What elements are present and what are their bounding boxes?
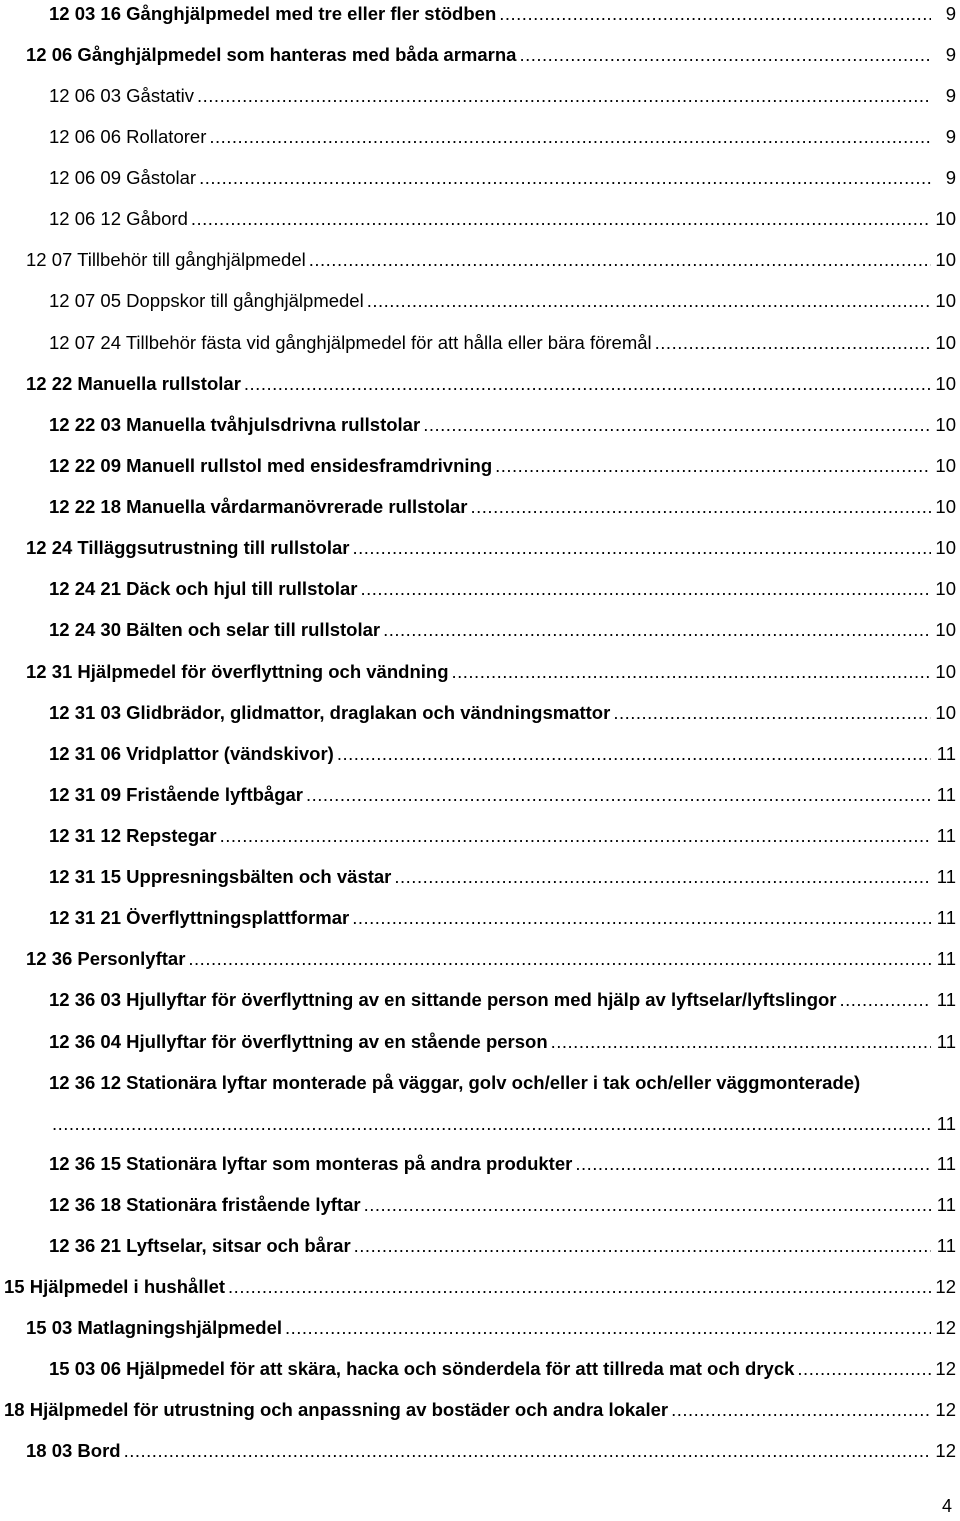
- toc-entry-title: 12 06 Gånghjälpmedel som hanteras med båda armarna: [26, 44, 517, 65]
- toc-entry[interactable]: [0, 1070, 960, 1152]
- toc-entry[interactable]: [0, 1438, 960, 1479]
- dot-leader: [367, 288, 931, 314]
- toc-entry[interactable]: [0, 330, 960, 371]
- toc-entry[interactable]: [0, 124, 960, 165]
- toc-entry[interactable]: [0, 576, 960, 617]
- toc-entry[interactable]: [0, 1315, 960, 1356]
- page-number: 4: [941, 1496, 952, 1516]
- toc-entry-page: 11: [936, 948, 956, 969]
- toc-entry-page: 12: [935, 1317, 956, 1338]
- toc-entry-page: 11: [936, 825, 956, 846]
- toc-entry[interactable]: [0, 1397, 960, 1438]
- toc-entry[interactable]: [0, 1233, 960, 1274]
- toc-entry[interactable]: [0, 1274, 960, 1315]
- dot-leader: [840, 987, 932, 1013]
- dot-leader: [199, 165, 931, 191]
- dot-leader: [364, 1192, 931, 1218]
- dot-leader: [191, 206, 931, 232]
- toc-entry-page: 11: [936, 989, 956, 1010]
- dot-leader: [228, 1274, 931, 1300]
- toc-entry-page: 10: [935, 290, 956, 311]
- dot-leader: [209, 124, 931, 150]
- toc-entry-page: 10: [935, 332, 956, 353]
- dot-leader: [220, 823, 931, 849]
- dot-leader: [452, 659, 932, 685]
- toc-entry-page: 9: [945, 167, 956, 188]
- dot-leader: [499, 1, 931, 27]
- toc-entry[interactable]: [0, 535, 960, 576]
- dot-leader: [797, 1356, 931, 1382]
- toc-entry[interactable]: [0, 453, 960, 494]
- toc-entry[interactable]: [0, 494, 960, 535]
- toc-entry-title: 12 22 03 Manuella tvåhjulsdrivna rullstolar: [49, 414, 421, 435]
- dot-leader: [197, 83, 931, 109]
- toc-entry-title: 12 36 03 Hjullyftar för överflyttning av en sittande person med hjälp av lyftselar/lyftslingor: [49, 989, 837, 1010]
- toc-entry-title: 12 07 05 Doppskor till gånghjälpmedel: [49, 290, 364, 311]
- toc-entry-page: 12: [935, 1399, 956, 1420]
- toc-entry-page: 10: [935, 537, 956, 558]
- dot-leader: [471, 494, 931, 520]
- toc-entry-page: 10: [935, 661, 956, 682]
- dot-leader: [354, 1233, 931, 1259]
- dot-leader: [671, 1397, 931, 1423]
- toc-entry-title: 12 36 12 Stationära lyftar monterade på väggar, golv och/eller i tak och/eller väggmonterade): [49, 1072, 861, 1093]
- toc-entry[interactable]: [0, 165, 960, 206]
- toc-entry[interactable]: [0, 782, 960, 823]
- toc-entry-page: 11: [936, 784, 956, 805]
- dot-leader: [613, 700, 931, 726]
- toc-entry[interactable]: [0, 1, 960, 42]
- toc-entry[interactable]: [0, 1356, 960, 1397]
- toc-entry[interactable]: [0, 617, 960, 658]
- dot-leader: [309, 247, 931, 273]
- toc-entry-title: 18 Hjälpmedel för utrustning och anpassning av bostäder och andra lokaler: [4, 1399, 669, 1420]
- toc-entry[interactable]: [0, 206, 960, 247]
- toc-entry-title: 12 31 06 Vridplattor (vändskivor): [49, 743, 334, 764]
- toc-entry-title: 12 07 24 Tillbehör fästa vid gånghjälpmedel för att hålla eller bära föremål: [49, 332, 652, 353]
- toc-entry-title: 15 Hjälpmedel i hushållet: [4, 1276, 226, 1297]
- toc-entry-page: 11: [936, 1113, 956, 1134]
- dot-leader: [575, 1151, 931, 1177]
- toc-entry-page: 9: [945, 85, 956, 106]
- toc-entry-page: 10: [935, 496, 956, 517]
- toc-entry-page: 9: [945, 3, 956, 24]
- dot-leader: [52, 1111, 931, 1137]
- toc-entry-page: 11: [936, 1235, 956, 1256]
- toc-entry-page: 12: [935, 1358, 956, 1379]
- toc-entry-page: 10: [935, 414, 956, 435]
- dot-leader: [519, 42, 931, 68]
- toc-entry-title: 12 06 06 Rollatorer: [49, 126, 207, 147]
- dot-leader: [188, 946, 931, 972]
- toc-entry[interactable]: [0, 412, 960, 453]
- toc-entry-title: 12 22 18 Manuella vårdarmanövrerade rullstolar: [49, 496, 468, 517]
- toc-entry[interactable]: [0, 288, 960, 329]
- toc-entry-title: 12 36 Personlyftar: [26, 948, 186, 969]
- toc-entry-title: 12 31 Hjälpmedel för överflyttning och vändning: [26, 661, 449, 682]
- dot-leader: [655, 330, 931, 356]
- toc-entry[interactable]: [0, 987, 960, 1028]
- toc-entry-title: 12 07 Tillbehör till gånghjälpmedel: [26, 249, 306, 270]
- toc-entry-page: 11: [936, 1153, 956, 1174]
- dot-leader: [306, 782, 931, 808]
- toc-entry-title: 12 31 09 Fristående lyftbågar: [49, 784, 303, 805]
- toc-entry-page: 11: [936, 743, 956, 764]
- toc-entry-title: 12 06 09 Gåstolar: [49, 167, 197, 188]
- dot-leader: [383, 617, 931, 643]
- toc-entry-title: 12 03 16 Gånghjälpmedel med tre eller fler stödben: [49, 3, 497, 24]
- toc-entry-page: 11: [936, 866, 956, 887]
- toc-entry-page: 11: [936, 1194, 956, 1215]
- toc-entry-page: 10: [935, 373, 956, 394]
- toc-entry-title: 12 24 Tilläggsutrustning till rullstolar: [26, 537, 350, 558]
- toc-entry-page: 10: [935, 619, 956, 640]
- toc-entry-page: 9: [945, 126, 956, 147]
- dot-leader: [244, 371, 931, 397]
- toc-entry-page: 10: [935, 249, 956, 270]
- dot-leader: [495, 453, 931, 479]
- dot-leader: [352, 535, 931, 561]
- toc-entry-title: 12 31 15 Uppresningsbälten och västar: [49, 866, 392, 887]
- toc-entry-title: 15 03 Matlagningshjälpmedel: [26, 1317, 282, 1338]
- toc-entry[interactable]: [0, 371, 960, 412]
- toc-entry[interactable]: [0, 700, 960, 741]
- toc-entry-page: 10: [935, 455, 956, 476]
- toc-entry-title: 12 06 03 Gåstativ: [49, 85, 195, 106]
- toc-entry[interactable]: [0, 905, 960, 946]
- toc-entry[interactable]: [0, 1151, 960, 1192]
- toc-entry-page: 12: [935, 1276, 956, 1297]
- toc-entry-page: 11: [936, 907, 956, 928]
- dot-leader: [551, 1029, 931, 1055]
- toc-entry[interactable]: [0, 83, 960, 124]
- toc-entry[interactable]: [0, 946, 960, 987]
- toc-entry[interactable]: [0, 1192, 960, 1233]
- toc-entry-page: 12: [935, 1440, 956, 1461]
- toc-entry[interactable]: [0, 659, 960, 700]
- toc-entry-title: 12 31 03 Glidbrädor, glidmattor, draglakan och vändningsmattor: [49, 702, 611, 723]
- dot-leader: [337, 741, 931, 767]
- dot-leader: [394, 864, 931, 890]
- toc-entry-title: 12 24 21 Däck och hjul till rullstolar: [49, 578, 358, 599]
- dot-leader: [285, 1315, 931, 1341]
- toc-entry-title: 12 24 30 Bälten och selar till rullstolar: [49, 619, 381, 640]
- toc-entry-title: 12 31 12 Repstegar: [49, 825, 217, 846]
- toc-entry[interactable]: [0, 42, 960, 83]
- toc-entry-title: 15 03 06 Hjälpmedel för att skära, hacka och sönderdela för att tillreda mat och dryck: [49, 1358, 795, 1379]
- toc-entry-title: 12 31 21 Överflyttningsplattformar: [49, 907, 350, 928]
- toc-entry-title: 12 22 Manuella rullstolar: [26, 373, 241, 394]
- toc-entry-page: 11: [936, 1031, 956, 1052]
- toc-entry-title: 12 06 12 Gåbord: [49, 208, 188, 229]
- toc-entry-page: 10: [935, 702, 956, 723]
- dot-leader: [352, 905, 931, 931]
- toc-entry-page: 10: [935, 578, 956, 599]
- dot-leader: [124, 1438, 931, 1464]
- toc-entry-title: 12 36 21 Lyftselar, sitsar och bårar: [49, 1235, 351, 1256]
- toc-entry[interactable]: [0, 741, 960, 782]
- toc-entry-page: 10: [935, 208, 956, 229]
- toc-entry-page: 9: [945, 44, 956, 65]
- toc-entry-title: 12 36 18 Stationära fristående lyftar: [49, 1194, 361, 1215]
- dot-leader: [360, 576, 931, 602]
- toc-entry-title: 12 36 04 Hjullyftar för överflyttning av en stående person: [49, 1031, 548, 1052]
- toc-entry[interactable]: [0, 823, 960, 864]
- toc-entry[interactable]: [0, 864, 960, 905]
- toc-entry[interactable]: [0, 247, 960, 288]
- toc-entry[interactable]: [0, 1029, 960, 1070]
- dot-leader: [423, 412, 931, 438]
- toc-entry-title: 18 03 Bord: [26, 1440, 121, 1461]
- toc-entry-title: 12 36 15 Stationära lyftar som monteras på andra produkter: [49, 1153, 573, 1174]
- toc-entry-title: 12 22 09 Manuell rullstol med ensidesframdrivning: [49, 455, 493, 476]
